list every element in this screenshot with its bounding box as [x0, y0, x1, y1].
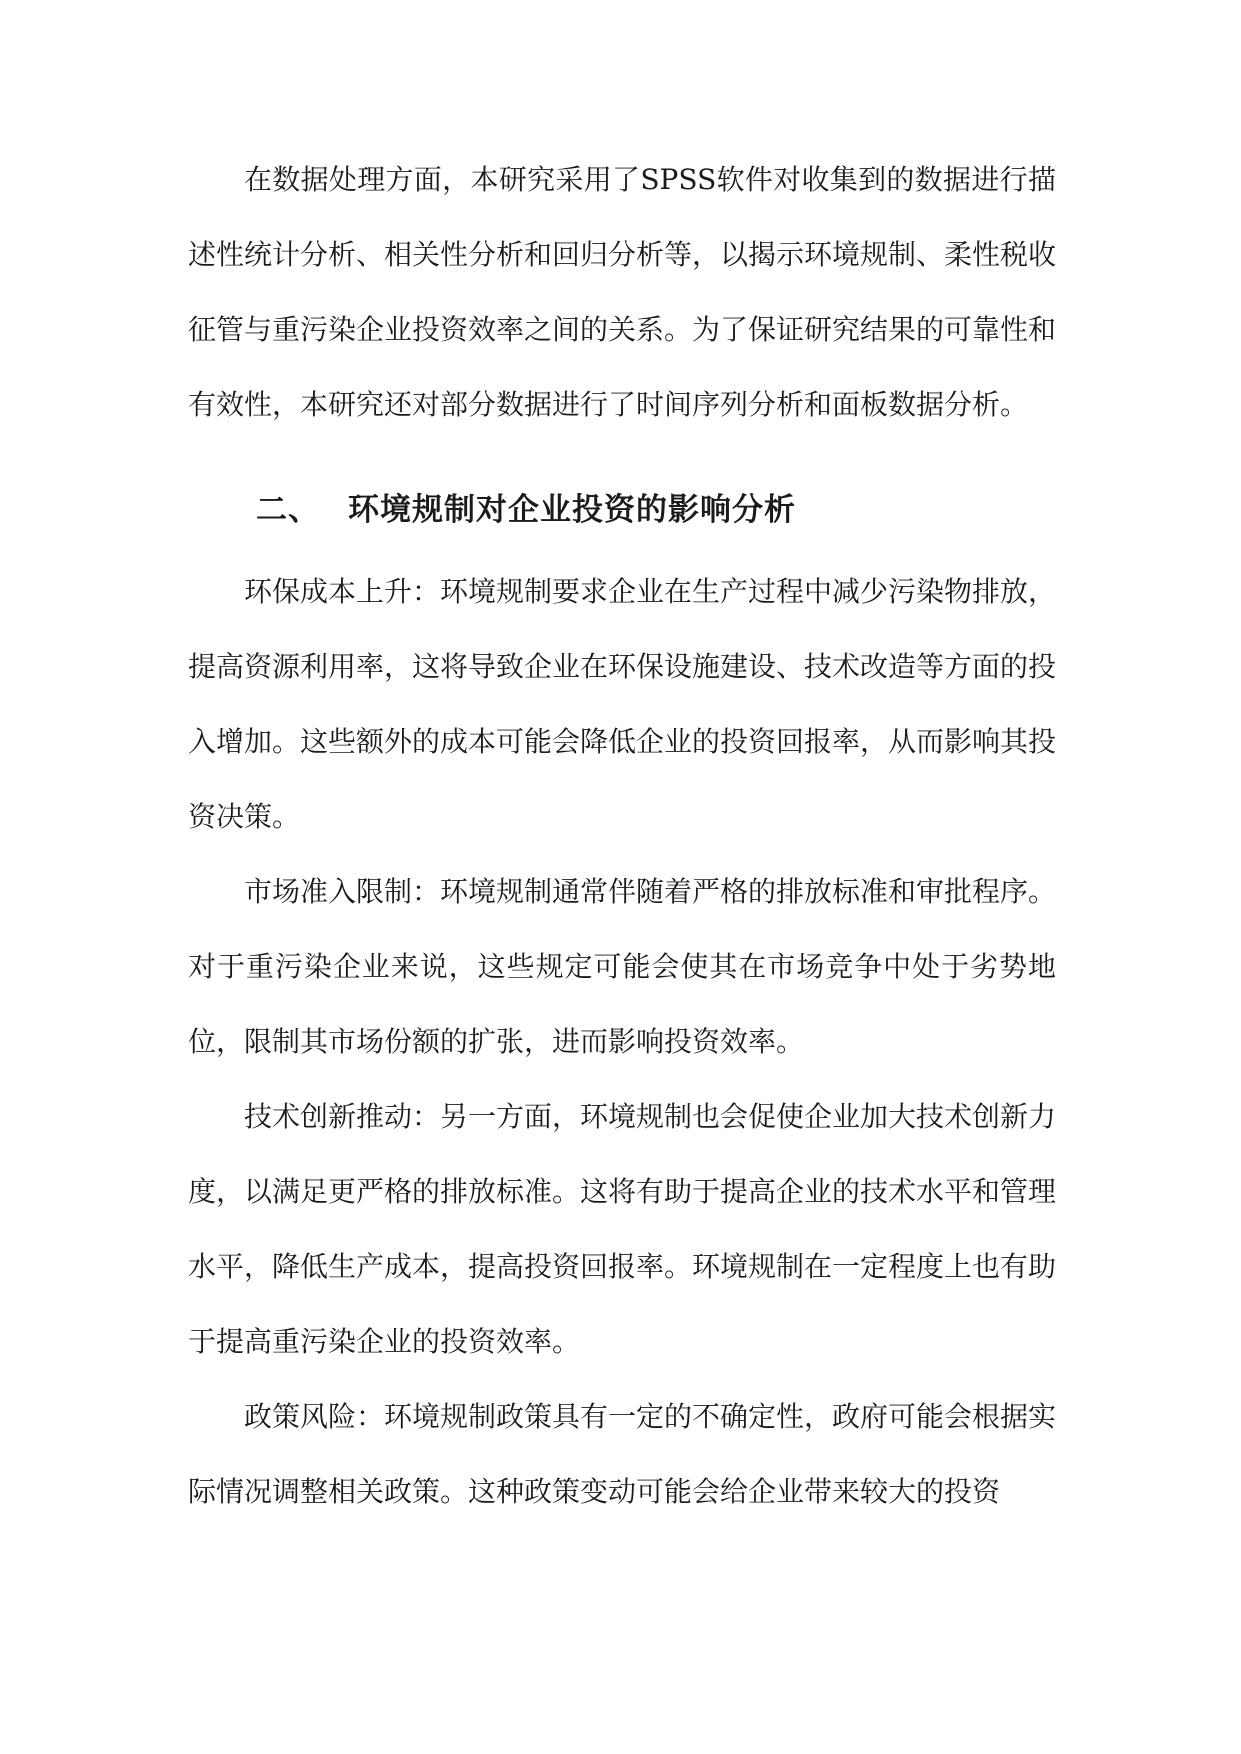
page-content: [188, 142, 1056, 1529]
paragraph-cost-increase: 环保成本上升：环境规制要求企业在生产过程中减少污染物排放，提高资源利用率，这将导致企业在环保设施建设、技术改造等方面的投入增加。这些额外的成本可能会降低企业的投资回报率，从而影响其投资决策。: [188, 575, 1057, 833]
section-heading: [188, 466, 1056, 554]
paragraph-policy-risk: 政策风险：环境规制政策具有一定的不确定性，政府可能会根据实际情况调整相关政策。这种政策变动可能会给企业带来较大的投资: [188, 1400, 1057, 1508]
paragraph-tech-innovation: 技术创新推动：另一方面，环境规制也会促使企业加大技术创新力度，以满足更严格的排放标准。这将有助于提高企业的技术水平和管理水平，降低生产成本，提高投资回报率。环境规制在一定程度上也有助于提高重污染企业的投资效率。: [188, 1100, 1057, 1358]
section-title: 环境规制对企业投资的影响分析: [348, 492, 796, 528]
paragraph-market-access: 市场准入限制：环境规制通常伴随着严格的排放标准和审批程序。对于重污染企业来说，这些规定可能会使其在市场竞争中处于劣势地位，限制其市场份额的扩张，进而影响投资效率。: [188, 875, 1057, 1058]
section-number: 二、: [256, 492, 320, 528]
paragraph-data-processing: 在数据处理方面，本研究采用了SPSS软件对收集到的数据进行描述性统计分析、相关性分析和回归分析等，以揭示环境规制、柔性税收征管与重污染企业投资效率之间的关系。为了保证研究结果的可靠性和有效性，本研究还对部分数据进行了时间序列分析和面板数据分析。: [188, 163, 1057, 421]
